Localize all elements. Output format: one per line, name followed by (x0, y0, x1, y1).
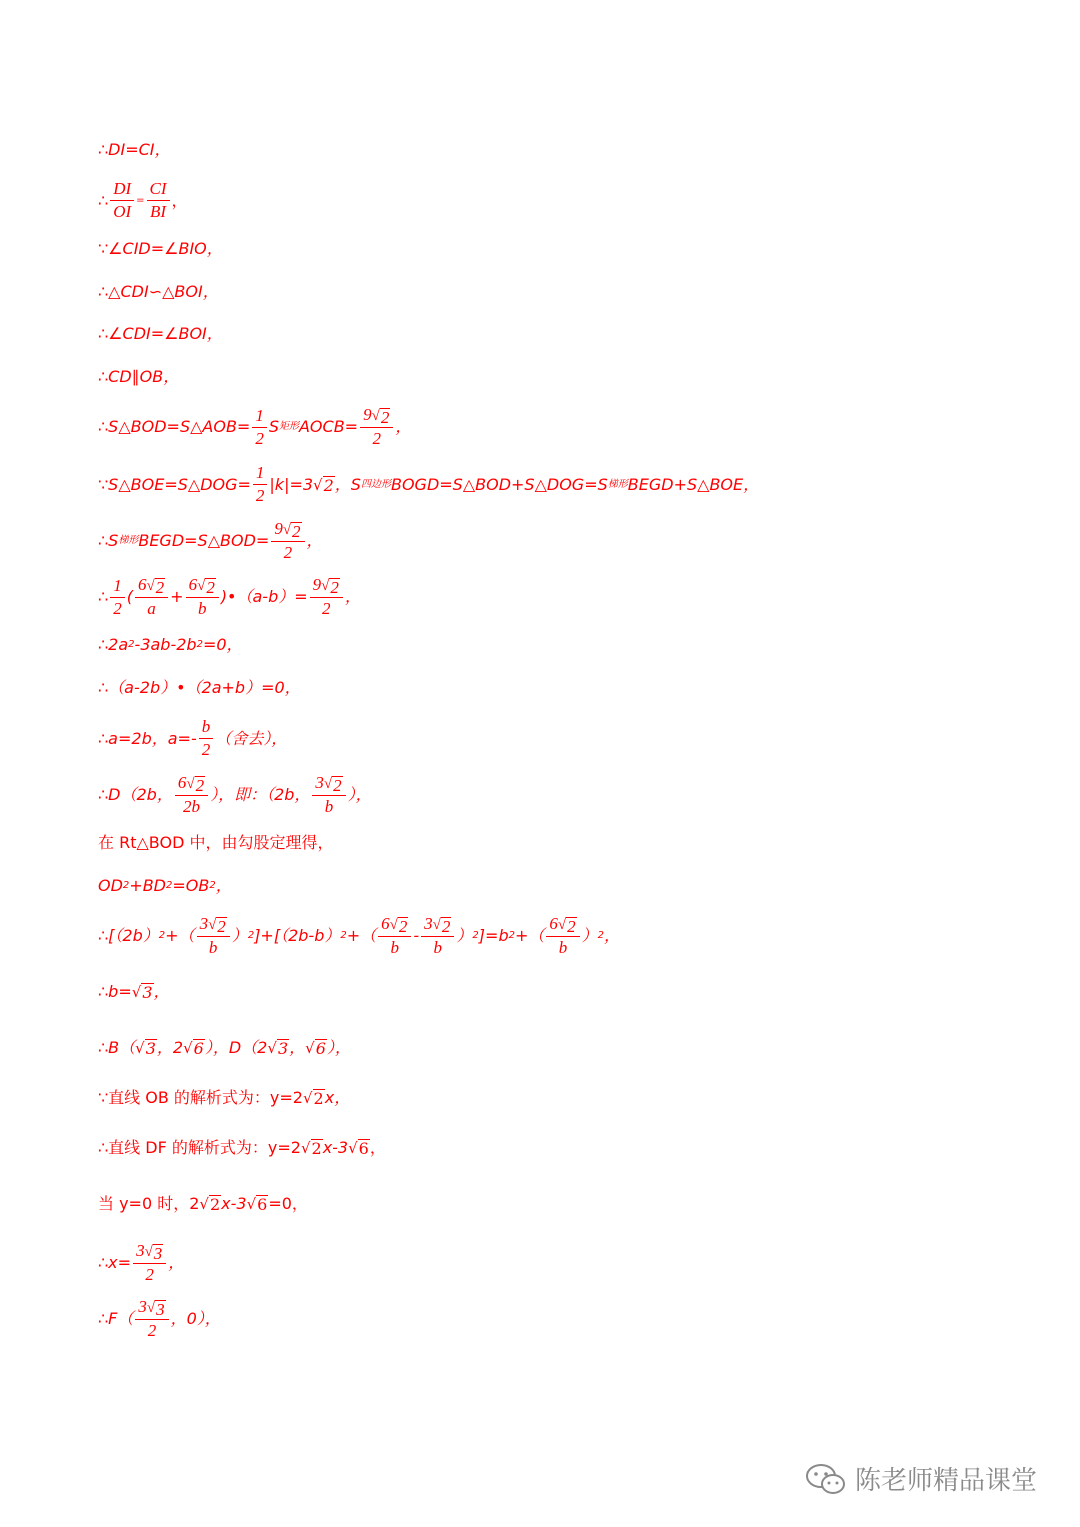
text: ， (153, 982, 170, 1001)
radicand: 2 (380, 408, 390, 427)
sqrt: √ 2 (300, 1139, 322, 1158)
text: ∴S (98, 531, 119, 550)
radicand: 6 (358, 1139, 369, 1158)
text: ∵直线 OB 的解析式为：y=2 (98, 1088, 303, 1107)
text: =0， (202, 635, 243, 654)
radicand: 6 (257, 1195, 268, 1214)
fraction-3r2-b (312, 772, 345, 818)
step-solve-a (98, 716, 287, 761)
radicand: 2 (323, 475, 334, 495)
fraction-9r2-2 (360, 404, 393, 450)
text: 当 y=0 时，2 (98, 1194, 200, 1213)
den: b (433, 938, 443, 957)
den: 2 (255, 428, 264, 448)
num (175, 772, 208, 796)
text: |k|=3 (269, 474, 314, 494)
step-pythagoras: OD 2 +BD 2 =OB 2 ， (98, 876, 232, 895)
radicand: 2 (567, 917, 576, 936)
step-area-bod (98, 404, 411, 450)
den: 2 (201, 740, 211, 759)
text: ），即：（2b， (210, 785, 311, 804)
fraction-3r2-b (197, 913, 230, 959)
radicand: 2 (311, 1139, 322, 1158)
num (310, 574, 343, 598)
text: BOGD=S△BOD+S△DOG=S (390, 474, 608, 494)
text: +（ (165, 926, 195, 945)
text: ， (369, 1138, 386, 1157)
text: x-3 (221, 1194, 247, 1213)
text: ∴D（2b， (98, 785, 173, 804)
text: +（ (346, 926, 377, 945)
radicand: 2 (195, 776, 205, 795)
den: 2b (182, 797, 200, 816)
num (546, 913, 579, 937)
subscript: 梯形 (118, 535, 139, 546)
comma: ， (344, 587, 361, 606)
sqrt: √ 6 (246, 1195, 268, 1214)
num (378, 913, 411, 937)
fraction-half (252, 405, 267, 450)
coef: 3 (138, 1297, 147, 1316)
radicand: 2 (441, 917, 451, 936)
text: ∴F（ (98, 1309, 134, 1328)
radicand: 2 (333, 776, 342, 795)
den: 2 (147, 1321, 157, 1340)
text: x-3 (322, 1138, 349, 1157)
radicand: 3 (277, 1039, 289, 1058)
text: ，0）， (170, 1309, 221, 1328)
den: BI (150, 202, 167, 221)
den: 2 (372, 429, 381, 448)
text: +BD (129, 876, 166, 895)
radicand: 2 (398, 917, 408, 936)
text: ∴a=2b，a=- (98, 728, 197, 748)
minus: - (413, 926, 420, 945)
den: a (147, 599, 156, 618)
num: 1 (253, 462, 268, 485)
text: ]+[（2b-b） (254, 926, 341, 945)
den: OI (113, 202, 132, 221)
plus: + (170, 587, 184, 606)
step-ratio (98, 178, 188, 223)
num: CI (147, 178, 170, 201)
sqrt: √ 2 (197, 578, 215, 597)
sqrt: √ 2 (208, 917, 226, 936)
radicand: 2 (313, 1089, 324, 1108)
den: b (208, 938, 218, 957)
den: 2 (145, 1265, 154, 1284)
subscript: 四边形 (360, 478, 391, 490)
step-factor: ∴（a-2b）•（2a+b）=0， (98, 678, 301, 697)
step-parallel: ∴CD∥OB， (98, 367, 180, 386)
coef: 6 (381, 914, 390, 933)
subscript: 矩形 (278, 421, 299, 432)
radicand: 2 (217, 917, 226, 936)
step-line-df (98, 1138, 386, 1158)
num (197, 913, 230, 937)
den: 2 (283, 543, 293, 562)
text: ） (581, 926, 598, 945)
text: ） (231, 926, 248, 945)
text: ∴[（2b） (98, 926, 159, 945)
text: ∴B（ (98, 1038, 136, 1057)
den: b (197, 599, 207, 618)
text: ∴S△BOD=S△AOB= (98, 417, 251, 436)
text: BEGD+S△BOE， (627, 474, 760, 494)
fraction-6r2-b (378, 913, 411, 959)
therefore: ∴ (98, 190, 109, 210)
comma: ， (171, 190, 188, 210)
step-line-ob (98, 1088, 350, 1108)
comma: ， (306, 531, 323, 550)
num: 1 (252, 405, 267, 428)
fraction-half (253, 462, 268, 507)
fraction-3r2-b (421, 913, 454, 959)
step-area-boe (98, 462, 759, 507)
num: 1 (110, 575, 125, 598)
paren: ( (126, 587, 133, 606)
text: ，S (334, 474, 361, 494)
sqrt: √ 3 (131, 983, 153, 1002)
text: x， (324, 1088, 351, 1107)
radicand: 3 (156, 1300, 165, 1319)
den: 2 (113, 598, 122, 618)
den: b (390, 938, 400, 957)
subscript: 梯形 (607, 478, 628, 490)
radicand: 2 (155, 578, 165, 597)
fraction-6r2-b (186, 574, 219, 620)
therefore: ∴ (98, 587, 109, 606)
step-pythagoras-intro: 在 Rt△BOD 中，由勾股定理得， (98, 833, 334, 852)
sqrt: √ 3 (144, 1244, 163, 1263)
sqrt: √ 2 (371, 408, 390, 427)
step-y-zero (98, 1194, 308, 1214)
step-pythagoras-expanded: ∴[（2b） 2 +（ 3 √ 2 b ） 2 ]+[（2b-b） 2 +（ 6 √ 2 b - 3 √ 2 b ） 2 ]=b 2 +（ 6 √ 2 b ） 2 ， (98, 914, 621, 957)
den: b (324, 797, 334, 816)
fraction-6r2-a (135, 574, 168, 620)
sqrt: √ 6 (305, 1039, 326, 1058)
sqrt: √ 2 (389, 917, 408, 936)
fraction-3r3-2 (135, 1296, 168, 1342)
wechat-icon (805, 1463, 847, 1495)
den: b (558, 938, 568, 957)
fraction-6r2-2b (175, 772, 208, 818)
fraction-half (110, 575, 125, 620)
fraction-ci-bi (147, 178, 170, 223)
sqrt: √ 2 (313, 475, 334, 495)
sqrt: √ 3 (135, 1039, 156, 1058)
coef: 6 (177, 773, 187, 792)
den: 2 (255, 486, 265, 505)
num (271, 518, 304, 542)
sqrt: √ 2 (186, 776, 205, 795)
radicand: 3 (153, 1244, 163, 1263)
text: OD (98, 876, 123, 895)
sqrt: √ 6 (348, 1139, 369, 1158)
step-x-value (98, 1240, 184, 1286)
num (421, 913, 454, 937)
step-points-b-d (98, 1038, 351, 1058)
step-similar: ∴△CDI∽△BOI， (98, 282, 219, 301)
text: AOCB= (298, 417, 359, 436)
text: ， (215, 876, 232, 895)
fraction-6r2-b (546, 913, 579, 959)
sqrt: √ 2 (323, 776, 342, 795)
text: ，2 (156, 1038, 184, 1057)
text: ）， (326, 1038, 351, 1057)
den: 2 (322, 599, 331, 618)
fraction-b-2 (199, 716, 214, 761)
text: ∴直线 DF 的解析式为：y=2 (98, 1138, 301, 1157)
coef: 3 (315, 773, 324, 792)
num: b (199, 716, 214, 739)
text: ， (604, 926, 621, 945)
num (135, 1296, 168, 1320)
fraction-9r2-2 (271, 518, 304, 564)
text: =0， (268, 1194, 308, 1213)
text: ∴x= (98, 1253, 132, 1272)
sqrt: √ 2 (432, 917, 451, 936)
step-di-eq-ci: ∴DI=CI， (98, 140, 171, 159)
num: DI (110, 178, 134, 201)
text: （舍去）， (215, 728, 288, 748)
coef: 6 (188, 575, 198, 594)
coef: 6 (549, 914, 558, 933)
text: )•（a-b）= (220, 587, 308, 606)
sqrt: √ 2 (321, 578, 339, 597)
step-point-f (98, 1296, 221, 1342)
coef: 3 (136, 1241, 145, 1260)
radicand: 2 (209, 1195, 221, 1214)
comma: ， (395, 417, 412, 436)
sqrt: √ 2 (146, 578, 165, 597)
coef: 6 (137, 575, 147, 594)
text: ）， (347, 785, 372, 804)
num (133, 1240, 166, 1264)
sqrt: √ 2 (302, 1089, 324, 1108)
radicand: 3 (142, 983, 153, 1002)
watermark-text: 陈老师精品课堂 (855, 1466, 1038, 1496)
sqrt: √ 2 (199, 1195, 221, 1214)
sqrt: √ 2 (557, 917, 576, 936)
text: ∴2a (98, 635, 129, 654)
text: ]=b (478, 926, 509, 945)
text: ∵S△BOE=S△DOG= (98, 474, 251, 494)
coef: 9 (312, 575, 322, 594)
text: -3ab-2b (134, 635, 197, 654)
radicand: 6 (315, 1039, 326, 1058)
step-trapezoid-equation (98, 574, 361, 620)
radicand: 2 (206, 578, 215, 597)
fraction-di-oi (110, 178, 134, 223)
fraction-3r3-2 (133, 1240, 166, 1286)
equals: = (136, 194, 145, 206)
text: ∴b= (98, 982, 132, 1001)
step-angle-cid: ∵∠CID=∠BIO， (98, 239, 223, 258)
text: ） (456, 926, 473, 945)
num (135, 574, 168, 598)
step-point-d (98, 772, 372, 818)
radicand: 2 (330, 578, 339, 597)
text: +（ (514, 926, 545, 945)
text: BEGD=S△BOD= (138, 531, 270, 550)
radicand: 6 (193, 1039, 204, 1058)
sqrt: √ 2 (282, 522, 301, 541)
step-angle-cdi: ∴∠CDI=∠BOI， (98, 324, 223, 343)
step-area-begd (98, 518, 323, 564)
text: =OB (172, 876, 210, 895)
radicand: 3 (145, 1039, 156, 1058)
step-quadratic: ∴2a 2 -3ab-2b 2 =0， (98, 635, 243, 654)
text: ， (289, 1038, 306, 1057)
sqrt: √ 3 (146, 1300, 165, 1319)
text: ），D（2 (204, 1038, 268, 1057)
num (186, 574, 219, 598)
sqrt: √ 3 (267, 1039, 289, 1058)
comma: ， (168, 1253, 185, 1272)
num (312, 772, 345, 796)
radicand: 2 (292, 522, 301, 541)
coef: 9 (274, 519, 283, 538)
text: S (268, 417, 279, 436)
num (360, 404, 393, 428)
coef: 3 (199, 914, 209, 933)
fraction-9r2-2 (310, 574, 343, 620)
coef: 9 (363, 405, 372, 424)
coef: 3 (424, 914, 433, 933)
watermark (805, 1460, 1037, 1497)
sqrt: √ 6 (183, 1039, 204, 1058)
step-b-value (98, 982, 170, 1002)
